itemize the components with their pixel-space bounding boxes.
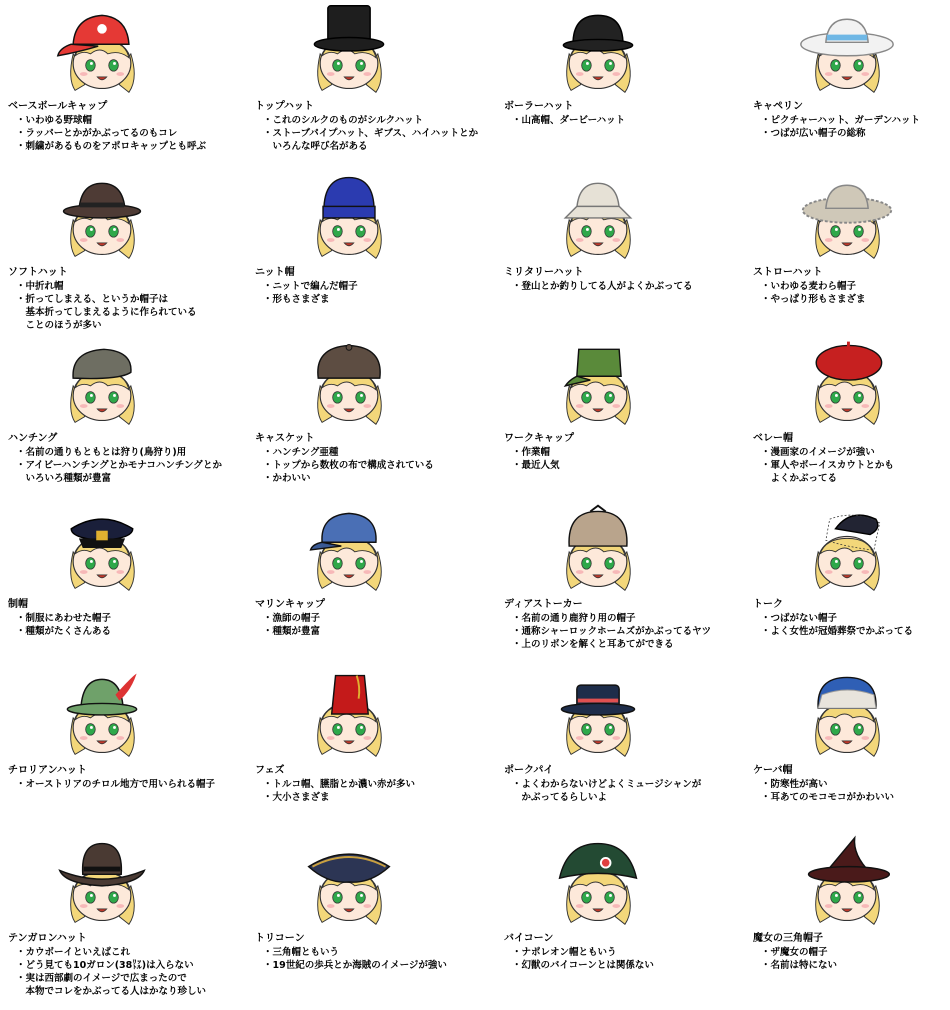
hat-note-line: ・通称シャーロックホームズがかぶってるヤツ (512, 626, 712, 637)
hat-note-line: ・ストーブパイプハット、ギブス、ハイハットとか (263, 128, 479, 139)
hat-name: ハンチング (8, 433, 58, 444)
hat-note-line: ・幻獣のバイコーンとは関係ない (512, 960, 654, 971)
hat-note-line: ・折ってしまえる、というか帽子は (16, 294, 169, 305)
hat-note-line: ・よく女性が冠婚葬祭でかぶってる (761, 626, 914, 637)
hat-name: ニット帽 (255, 267, 295, 278)
hat-note-line: ・名前の通りもともとは狩り(鳥狩り)用 (16, 447, 187, 458)
hat-name: トップハット (255, 101, 314, 112)
hat-entry (247, 0, 484, 168)
hat-name: チロリアンハット (8, 765, 87, 776)
hat-note-line: ・最近人気 (512, 460, 560, 471)
hat-note-line: ・中折れ帽 (16, 281, 64, 292)
hat-note-line: ・つばがない帽子 (761, 613, 838, 624)
hat-note-line: ・刺繍があるものをアポロキャップとも呼ぶ (16, 141, 207, 152)
hat-name: 魔女の三角帽子 (753, 933, 823, 944)
hat-notes (512, 114, 625, 127)
hat-note-line: ・ラッパーとかがかぶってるのもコレ (16, 128, 178, 139)
hat-illustration (548, 166, 648, 266)
hat-note-line: いろいろ種類が豊富 (16, 473, 112, 484)
hat-note-line: ・軍人やボーイスカウトとかも (761, 460, 894, 471)
hat-note-line: ・三角帽ともいう (263, 947, 340, 958)
hat-entry (247, 664, 484, 832)
hat-note-line: 本物でコレをかぶってる人はかなり珍しい (16, 986, 207, 997)
hat-note-line: ・漫画家のイメージが強い (761, 447, 875, 458)
hat-note-line: ・登山とか釣りしてる人がよくかぶってる (512, 281, 693, 292)
hat-entry (496, 0, 733, 168)
hat-name: バイコーン (504, 933, 554, 944)
hat-illustration (797, 332, 897, 432)
hat-note-line: ・オーストリアのチロル地方で用いられる帽子 (16, 779, 216, 790)
hat-entry (247, 832, 484, 1000)
hat-illustration (797, 664, 897, 764)
hat-notes (263, 946, 447, 972)
hat-name: ベースボールキャップ (8, 101, 108, 112)
hat-illustration (797, 166, 897, 266)
hat-notes (512, 280, 693, 293)
hat-name: ワークキャップ (504, 433, 574, 444)
hat-note-line: ・上のリボンを解くと耳あてができる (512, 639, 674, 650)
hat-notes (263, 280, 358, 306)
hat-note-line: ・山高帽、ダービーハット (512, 115, 626, 126)
hat-illustration (548, 332, 648, 432)
hat-name: 制帽 (8, 599, 28, 610)
hat-notes (512, 446, 560, 472)
hat-illustration (52, 332, 152, 432)
hat-illustration (299, 0, 399, 100)
hat-note-line: ・漁師の帽子 (263, 613, 321, 624)
hat-entry (496, 498, 733, 666)
hat-notes (263, 612, 320, 638)
hat-illustration (548, 664, 648, 764)
hat-note-line: ・19世紀の歩兵とか海賊のイメージが強い (263, 960, 447, 971)
hat-note-line: ・アイビーハンチングとかモナコハンチングとか (16, 460, 222, 471)
hat-entry (0, 332, 237, 500)
hat-name: トリコーン (255, 933, 305, 944)
hat-name: キャペリン (753, 101, 803, 112)
hat-illustration (299, 664, 399, 764)
hat-notes (263, 446, 434, 485)
hat-note-line: ・ピクチャーハット、ガーデンハット (761, 115, 921, 126)
hat-note-line: ・これのシルクのものがシルクハット (263, 115, 424, 126)
hat-illustration (548, 0, 648, 100)
hat-note-line: ・防寒性が高い (761, 779, 828, 790)
hat-illustration (548, 498, 648, 598)
hat-name: マリンキャップ (255, 599, 325, 610)
hat-illustration (797, 832, 897, 932)
hat-notes (761, 612, 913, 638)
hat-entry (496, 832, 733, 1000)
hat-notes (512, 612, 711, 651)
hat-note-line: ・ナポレオン帽ともいう (512, 947, 617, 958)
hat-note-line: ・耳あてのモコモコがかわいい (761, 792, 895, 803)
hat-note-line: ・トルコ帽、臙脂とか濃い赤が多い (263, 779, 416, 790)
hat-notes (16, 778, 215, 791)
hat-entry (0, 832, 237, 1000)
hat-note-line: ・ニットで編んだ帽子 (263, 281, 358, 292)
hat-notes (16, 114, 206, 153)
hat-notes (761, 114, 920, 140)
hat-entry (0, 664, 237, 832)
hat-notes (16, 612, 111, 638)
hat-notes (16, 446, 222, 485)
hat-note-line: ことのほうが多い (16, 320, 102, 331)
hat-name: ストローハット (753, 267, 823, 278)
hat-entry (745, 664, 950, 832)
hat-illustration (52, 664, 152, 764)
hat-name: ベレー帽 (753, 433, 793, 444)
hat-note-line: ・ザ魔女の帽子 (761, 947, 828, 958)
hat-note-line: ・作業帽 (512, 447, 551, 458)
hat-entry (496, 332, 733, 500)
hat-note-line: ・制服にあわせた帽子 (16, 613, 112, 624)
hat-entry (745, 332, 950, 500)
hat-entry (745, 0, 950, 168)
hat-name: テンガロンハット (8, 933, 87, 944)
hat-entry (0, 0, 237, 168)
hat-entry (496, 664, 733, 832)
hat-name: キャスケット (255, 433, 315, 444)
hat-illustration (52, 0, 152, 100)
hat-note-line: ・形もさまざま (263, 294, 330, 305)
hat-notes (512, 946, 654, 972)
hat-entry (745, 166, 950, 334)
hat-notes (761, 446, 894, 485)
hat-entry (247, 332, 484, 500)
hat-illustration (797, 0, 897, 100)
hat-note-line: 基本折ってしまえるように作られている (16, 307, 197, 318)
hat-entry (496, 166, 733, 334)
hat-illustration (548, 832, 648, 932)
hat-note-line: ・種類が豊富 (263, 626, 321, 637)
hat-note-line: ・大小さまざま (263, 792, 330, 803)
hat-name: ソフトハット (8, 267, 68, 278)
hat-illustration (52, 832, 152, 932)
hat-notes (16, 280, 197, 332)
hat-note-line: ・いわゆる野球帽 (16, 115, 93, 126)
hat-name: ポークパイ (504, 765, 554, 776)
hat-note-line: ・ハンチング亜種 (263, 447, 339, 458)
hat-name: ケーバ帽 (753, 765, 793, 776)
hat-name: ミリタリーハット (504, 267, 584, 278)
hat-illustration (52, 166, 152, 266)
hat-note-line: ・よくわからないけどよくミュージシャンが (512, 779, 702, 790)
hat-notes (761, 946, 837, 972)
hat-note-line: かぶってるらしいよ (512, 792, 608, 803)
hat-name: ボーラーハット (504, 101, 574, 112)
hat-notes (761, 778, 894, 804)
hat-note-line: いろんな呼び名がある (263, 141, 368, 152)
hat-notes (263, 114, 478, 153)
hat-name: フェズ (255, 765, 285, 776)
hat-entry (0, 498, 237, 666)
hat-illustration (299, 332, 399, 432)
hat-illustration (299, 166, 399, 266)
hat-note-line: ・カウボーイといえばこれ (16, 947, 131, 958)
hat-entry (247, 498, 484, 666)
hat-note-line: ・種類がたくさんある (16, 626, 112, 637)
hat-entry (745, 498, 950, 666)
hat-note-line: ・かわいい (263, 473, 311, 484)
hat-note-line: ・どう見ても10ガロン(38㍑)は入らない (16, 960, 194, 971)
hat-note-line: ・名前の通り鹿狩り用の帽子 (512, 613, 636, 624)
hat-note-line: ・実は西部劇のイメージで広まったので (16, 973, 187, 984)
hat-note-line: ・名前は特にない (761, 960, 838, 971)
hat-note-line: よくかぶってる (761, 473, 838, 484)
hat-entry (0, 166, 237, 334)
hat-illustration (797, 498, 897, 598)
hat-note-line: ・つばが広い帽子の総称 (761, 128, 866, 139)
hat-note-line: ・いわゆる麦わら帽子 (761, 281, 857, 292)
hat-notes (16, 946, 206, 998)
hat-illustration (299, 498, 399, 598)
hat-notes (263, 778, 415, 804)
hat-notes (761, 280, 866, 306)
hat-entry (247, 166, 484, 334)
hat-note-line: ・やっぱり形もさまざま (761, 294, 866, 305)
hat-name: ディアストーカー (504, 599, 583, 610)
hat-illustration (299, 832, 399, 932)
hat-entry (745, 832, 950, 1000)
hat-illustration (52, 498, 152, 598)
hat-name: トーク (753, 599, 783, 610)
hat-note-line: ・トップから数枚の布で構成されている (263, 460, 434, 471)
hat-notes (512, 778, 701, 804)
